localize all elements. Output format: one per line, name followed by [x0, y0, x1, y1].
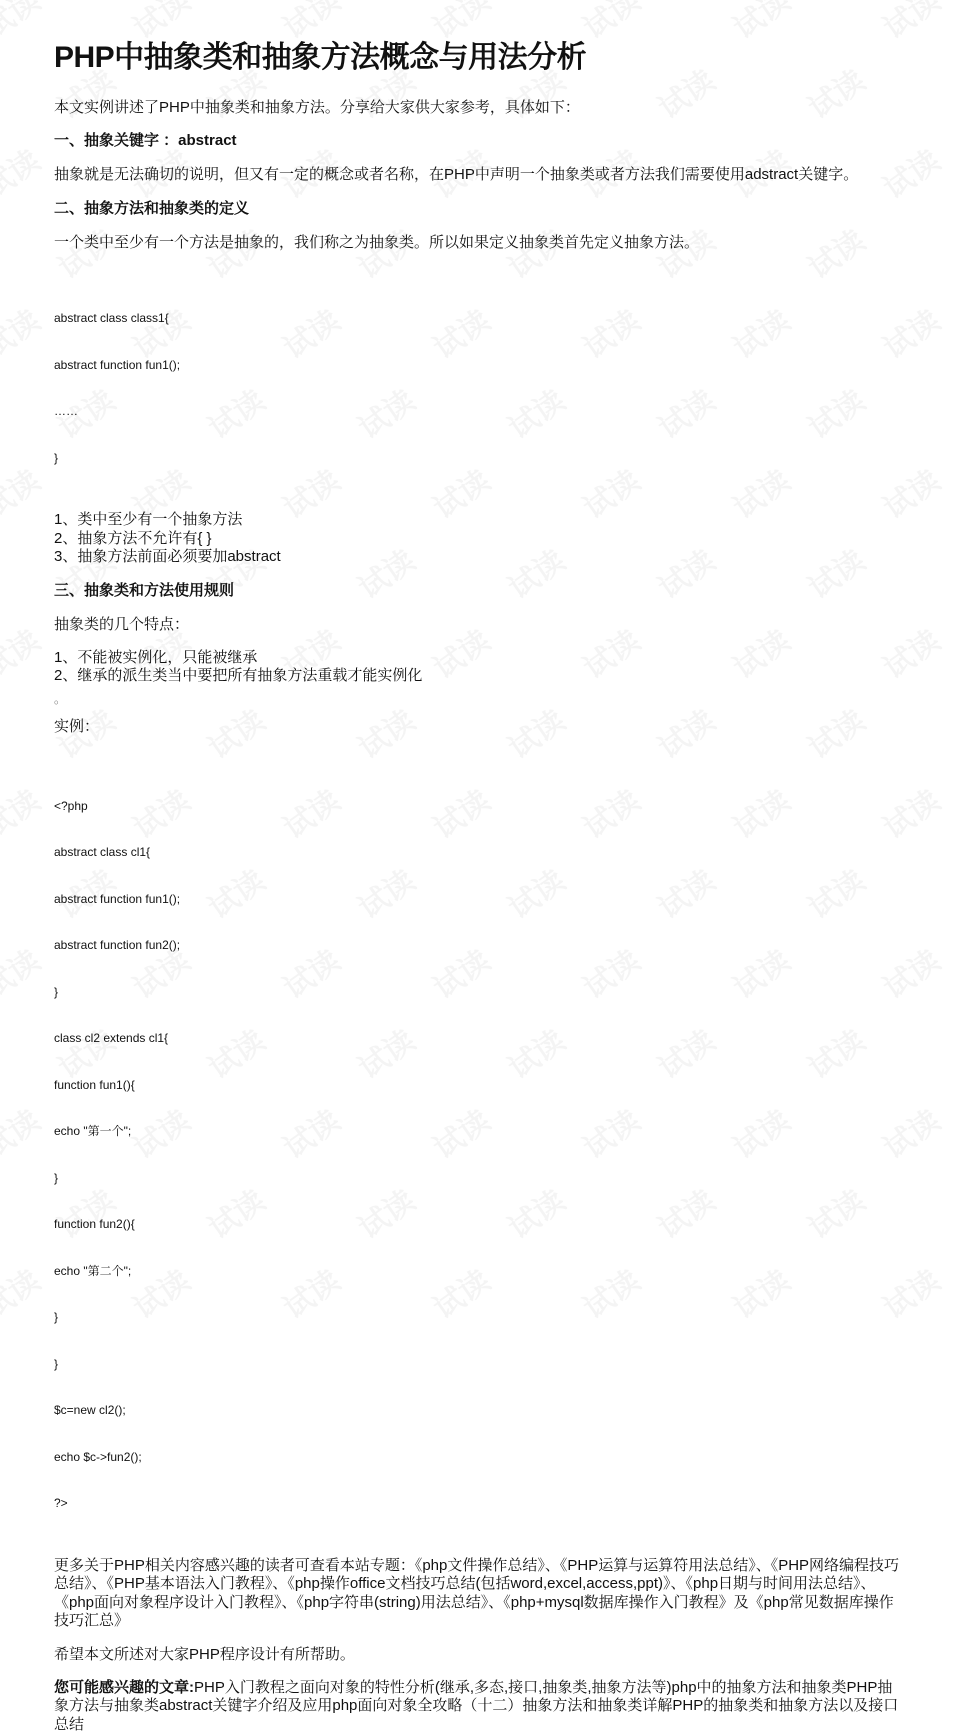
code-line: }	[54, 1310, 906, 1326]
watermark-text	[0, 0, 47, 47]
code-block-abstract-class	[54, 280, 906, 497]
watermark-text	[0, 457, 47, 527]
watermark-text	[0, 777, 47, 847]
stray-period: 。	[54, 692, 906, 706]
code-block-example	[54, 768, 906, 1543]
closing-paragraph: 希望本文所述对大家PHP程序设计有所帮助。	[54, 1645, 906, 1665]
section-definition-body: 一个类中至少有一个方法是抽象的，我们称之为抽象类。所以如果定义抽象类首先定义抽象方法。	[54, 233, 906, 253]
example-label: 实例：	[54, 717, 906, 737]
watermark-text	[0, 617, 47, 687]
definition-rules-list	[54, 511, 906, 567]
more-topics-paragraph: 更多关于PHP相关内容感兴趣的读者可查看本站专题：《php文件操作总结》、《PHP运算与运算符用法总结》、《PHP网络编程技巧总结》、《PHP基本语法入门教程》、《php操作office文档技巧总结(包括word,excel,access,ppt)》、《php日期与时间用法总结》、《php面向对象程序设计入门教程》、《php字符串(string)用法总结》、《php+mysql数据库操作入门教程》及《php常见数据库操作技巧汇总》	[54, 1557, 906, 1631]
code-line: }	[54, 1357, 906, 1373]
code-line: echo $c->fun2();	[54, 1450, 906, 1466]
code-line: abstract function fun1();	[54, 892, 906, 908]
watermark-text	[0, 137, 47, 207]
section-keyword-body: 抽象就是无法确切的说明，但又有一定的概念或者名称，在PHP中声明一个抽象类或者方法我们需要使用adstract关键字。	[54, 165, 906, 185]
code-line: abstract function fun2();	[54, 938, 906, 954]
code-line: abstract function fun1();	[54, 358, 906, 374]
section-heading-definition: 二、抽象方法和抽象类的定义	[54, 199, 906, 219]
page-title: PHP中抽象类和抽象方法概念与用法分析	[54, 38, 906, 78]
watermark-text	[0, 297, 47, 367]
code-line: }	[54, 1171, 906, 1187]
code-line: ?>	[54, 1496, 906, 1512]
watermark-text	[0, 1257, 47, 1327]
list-item: 2、继承的派生类当中要把所有抽象方法重载才能实例化	[54, 667, 906, 686]
code-line: }	[54, 985, 906, 1001]
list-item: 2、抽象方法不允许有{ }	[54, 530, 906, 549]
watermark-text	[0, 1097, 47, 1167]
list-item: 1、类中至少有一个抽象方法	[54, 511, 906, 530]
code-line: <?php	[54, 799, 906, 815]
related-articles-label: 您可能感兴趣的文章:	[54, 1679, 194, 1696]
related-articles-text: PHP入门教程之面向对象的特性分析(继承,多态,接口,抽象类,抽象方法等)php中的抽象方法和抽象类PHP抽象方法与抽象类abstract关键字介绍及应用php面向对象全攻略（十二）抽象方法和抽象类详解PHP的抽象类和抽象方法以及接口总结	[54, 1679, 898, 1733]
related-articles	[54, 1679, 906, 1734]
code-line: abstract class class1{	[54, 311, 906, 327]
code-line: abstract class cl1{	[54, 845, 906, 861]
code-line: }	[54, 451, 906, 467]
section-heading-rules: 三、抽象类和方法使用规则	[54, 581, 906, 601]
code-line: function fun2(){	[54, 1217, 906, 1233]
usage-rules-list	[54, 649, 906, 686]
code-line: echo "第一个";	[54, 1124, 906, 1140]
intro-paragraph: 本文实例讲述了PHP中抽象类和抽象方法。分享给大家供大家参考，具体如下：	[54, 98, 906, 118]
list-item: 3、抽象方法前面必须要加abstract	[54, 548, 906, 567]
section-heading-keyword: 一、抽象关键字 ：abstract	[54, 131, 906, 151]
watermark-text	[0, 937, 47, 1007]
code-line: $c=new cl2();	[54, 1403, 906, 1419]
code-line: class cl2 extends cl1{	[54, 1031, 906, 1047]
code-line: echo "第二个";	[54, 1264, 906, 1280]
code-line: ……	[54, 404, 906, 420]
section-rules-body: 抽象类的几个特点：	[54, 615, 906, 635]
list-item: 1、不能被实例化，只能被继承	[54, 649, 906, 668]
document-page	[54, 38, 906, 1734]
code-line: function fun1(){	[54, 1078, 906, 1094]
